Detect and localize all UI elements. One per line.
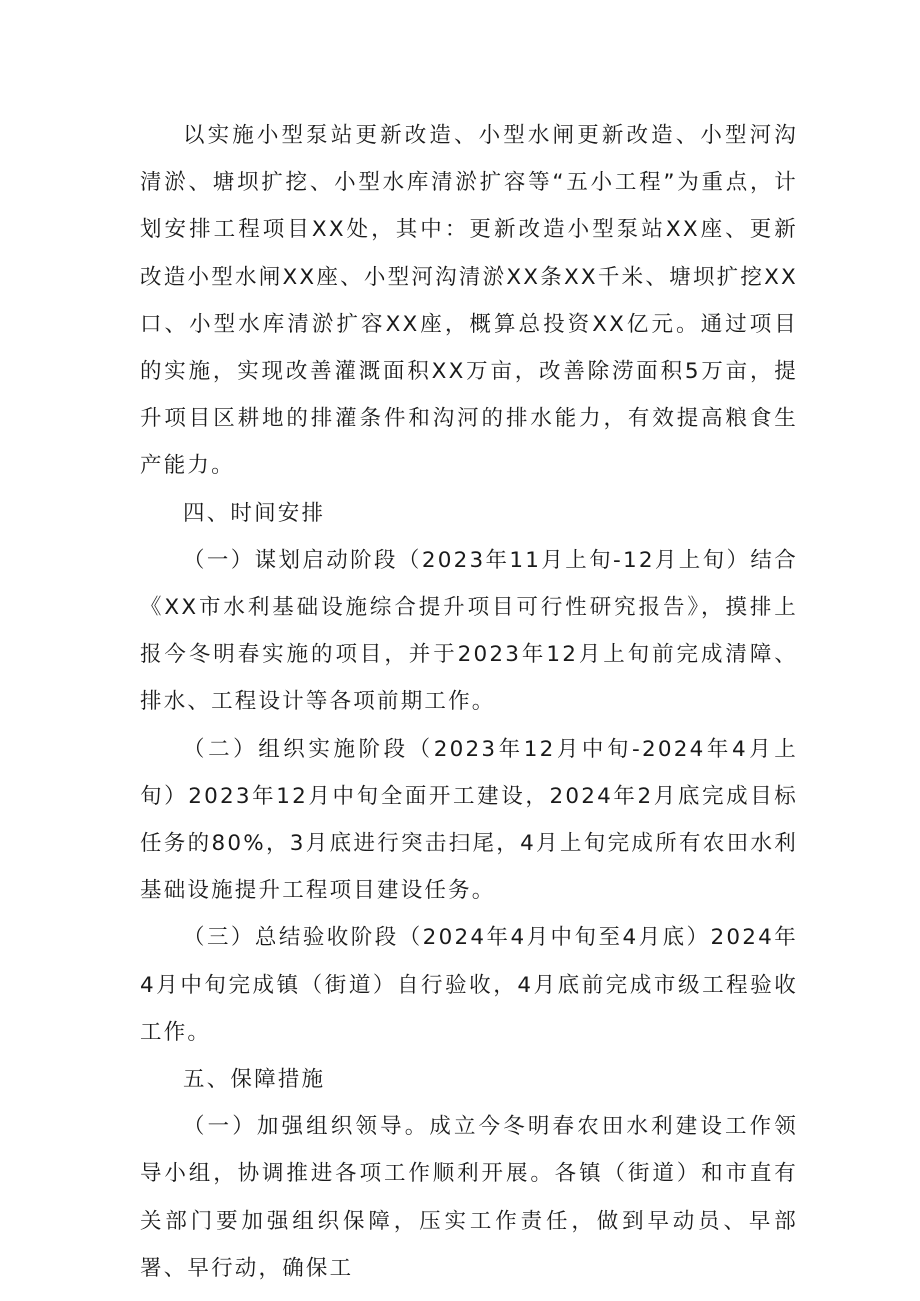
- paragraph-project-overview: 以实施小型泵站更新改造、小型水闸更新改造、小型河沟清淤、塘坝扩挖、小型水库清淤扩容等“五小工程”为重点，计划安排工程项目XX处，其中：更新改造小型泵站XX座、更新改造小型水闸XX座、小型河沟清淤XX条XX千米、塘坝扩挖XX口、小型水库清淤扩容XX座，概算总投资XX亿元。通过项目的实施，实现改善灌溉面积XX万亩，改善除涝面积5万亩，提升项目区耕地的排灌条件和沟河的排水能力，有效提高粮食生产能力。: [140, 123, 798, 479]
- paragraph-implementation-phase: （二）组织实施阶段（2023年12月中旬-2024年4月上旬）2023年12月中旬全面开工建设，2024年2月底完成目标任务的80%，3月底进行突击扫尾，4月上旬完成所有农田水利基础设施提升工程项目建设任务。: [140, 736, 798, 904]
- paragraph-organizational-leadership: （一）加强组织领导。成立今冬明春农田水利建设工作领导小组，协调推进各项工作顺利开展。各镇（街道）和市直有关部门要加强组织保障，压实工作责任，做到早动员、早部署、早行动，确保工: [140, 1114, 798, 1281]
- paragraph-planning-phase: （一）谋划启动阶段（2023年11月上旬-12月上旬）结合《XX市水利基础设施综合提升项目可行性研究报告》，摸排上报今冬明春实施的项目，并于2023年12月上旬前完成清障、排水、工程设计等各项前期工作。: [140, 547, 798, 715]
- section-heading-safeguards: 五、保障措施: [183, 1067, 326, 1093]
- paragraph-acceptance-phase: （三）总结验收阶段（2024年4月中旬至4月底）2024年4月中旬完成镇（街道）自行验收，4月底前完成市级工程验收工作。: [140, 925, 798, 1045]
- section-heading-schedule: 四、时间安排: [183, 500, 326, 526]
- document-body: [140, 112, 798, 1292]
